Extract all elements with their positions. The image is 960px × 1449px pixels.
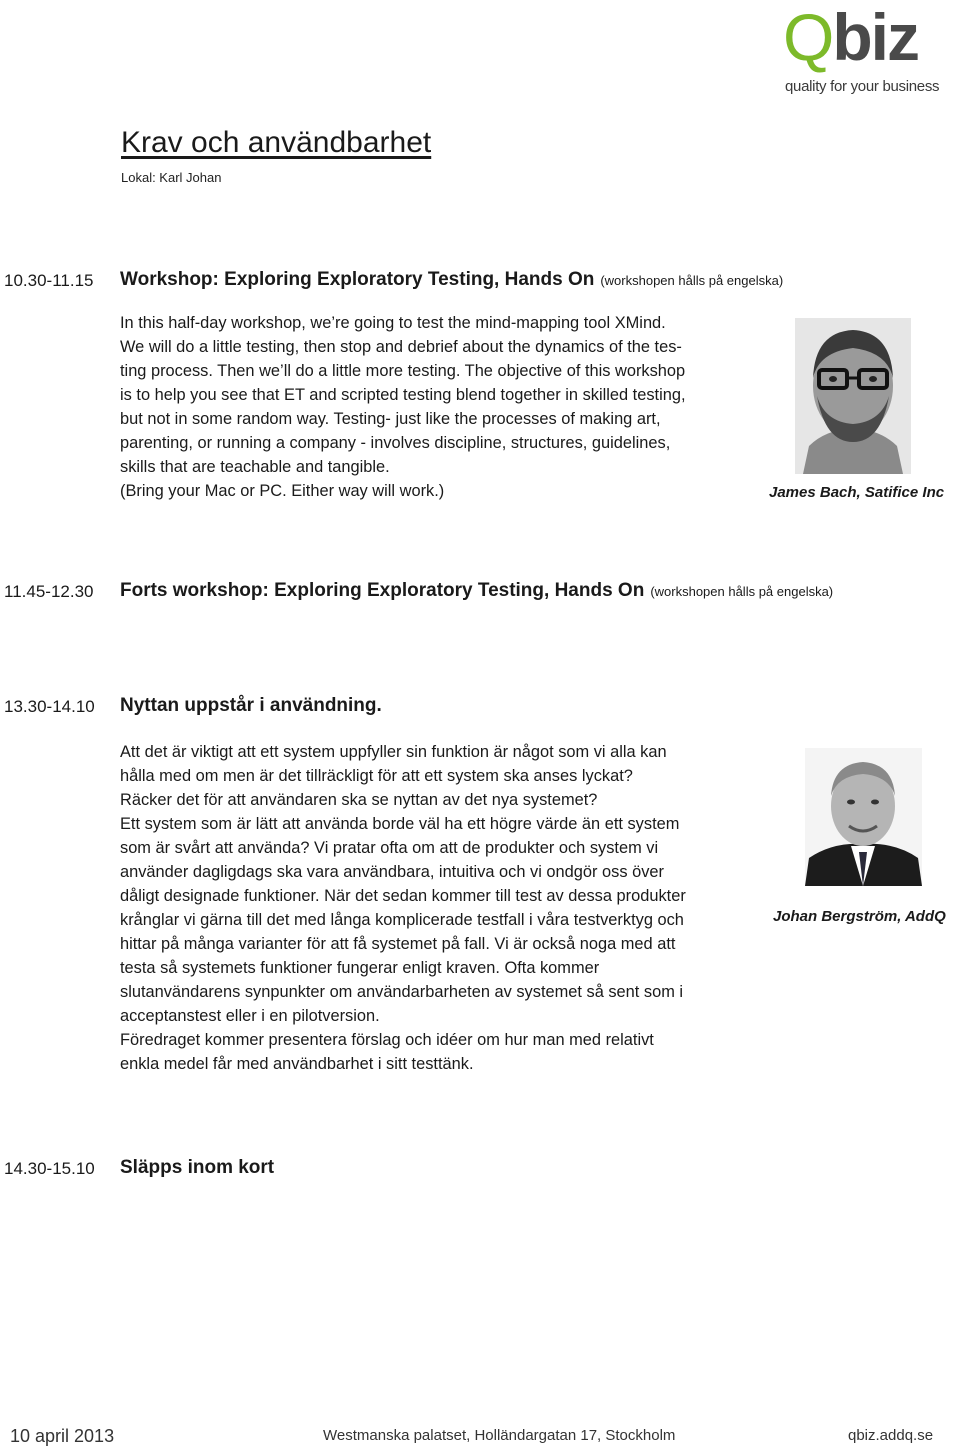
description-line: acceptanstest eller i en pilotversion.: [120, 1007, 380, 1025]
session-title: Nyttan uppstår i användning.: [120, 695, 382, 716]
speaker-name: Johan Bergström, AddQ: [773, 908, 946, 925]
description-line: Ett system som är lätt att använda borde väl ha ett högre värde än ett system: [120, 815, 680, 833]
session-time: 14.30-15.10: [4, 1159, 95, 1178]
room-location: Lokal: Karl Johan: [121, 170, 222, 185]
qbiz-logo: [783, 0, 955, 100]
footer-website: qbiz.addq.se: [848, 1427, 934, 1444]
description-line: använder dagligdags ska vara användbara, intuitiva och vi ondgör oss över: [120, 863, 664, 881]
description-line: Räcker det för att användaren ska se nyttan av det nya systemet?: [120, 791, 598, 809]
description-line: som är svårt att använda? Vi pratar ofta om att de produkter och system vi: [120, 839, 659, 857]
footer-venue: Westmanska palatset, Holländargatan 17, Stockholm: [323, 1427, 676, 1444]
speaker-portrait-icon: [795, 318, 911, 474]
session-time: 11.45-12.30: [4, 582, 94, 601]
session-heading: [120, 1157, 274, 1179]
description-line: hålla med om men är det tillräckligt för att ett system ska anses lyckat?: [120, 767, 633, 785]
description-line: (Bring your Mac or PC. Either way will work.): [120, 482, 445, 500]
session-language-note: (workshopen hålls på engelska): [600, 273, 784, 288]
description-line: Föredraget kommer presentera förslag och idéer om hur man med relativt: [120, 1031, 654, 1049]
description-line: We will do a little testing, then stop and debrief about the dynamics of the tes-: [120, 338, 682, 356]
description-line: skills that are teachable and tangible.: [120, 458, 390, 476]
page-title: Krav och användbarhet: [121, 126, 432, 159]
logo-tagline: quality for your business: [785, 78, 940, 95]
session-time: 10.30-11.15: [4, 271, 94, 290]
description-line: testa så systemets funktioner fungerar enligt kraven. Ofta kommer: [120, 959, 600, 977]
description-line: krånglar vi gärna till det med långa komplicerade testfall i våra testverktyg och: [120, 911, 684, 929]
session-heading: [120, 269, 783, 291]
session-time: 13.30-14.10: [4, 697, 95, 716]
session-language-note: (workshopen hålls på engelska): [650, 584, 834, 599]
speaker-portrait-icon: [805, 748, 922, 886]
description-line: ting process. Then we’ll do a little more testing. The objective of this workshop: [120, 362, 686, 380]
session-title: Workshop: Exploring Exploratory Testing, Hands On: [120, 269, 595, 290]
session-title: Forts workshop: Exploring Exploratory Testing, Hands On: [120, 580, 645, 601]
speaker-name: James Bach, Satifice Inc: [769, 484, 945, 501]
description-line: enkla medel får med användbarhet i sitt testtänk.: [120, 1055, 474, 1073]
session-heading: [120, 695, 382, 717]
footer-date: 10 april 2013: [10, 1426, 115, 1446]
session-description: [120, 311, 780, 503]
description-line: hittar på många varianter för att få systemet på fall. Vi är också noga med att: [120, 935, 676, 953]
session-title: Släpps inom kort: [120, 1157, 275, 1178]
speaker-photo: [805, 748, 922, 886]
speaker-photo: [795, 318, 911, 474]
description-line: but not in some random way. Testing- just like the processes of making art,: [120, 410, 661, 428]
description-line: is to help you see that ET and scripted testing blend together in skilled testing,: [120, 386, 686, 404]
description-line: parenting, or running a company - involves discipline, structures, guidelines,: [120, 434, 671, 452]
description-line: In this half-day workshop, we’re going to test the mind-mapping tool XMind.: [120, 314, 666, 332]
description-line: dåligt designade funktioner. När det sedan kommer till test av dessa produkter: [120, 887, 686, 905]
session-heading: [120, 580, 833, 602]
logo-mark: Qbiz: [783, 0, 918, 74]
description-line: Att det är viktigt att ett system uppfyller sin funktion är något som vi alla kan: [120, 743, 667, 761]
description-line: slutanvändarens synpunkter om användarbarheten av systemet så sent som i: [120, 983, 684, 1001]
session-description: [120, 740, 770, 1076]
